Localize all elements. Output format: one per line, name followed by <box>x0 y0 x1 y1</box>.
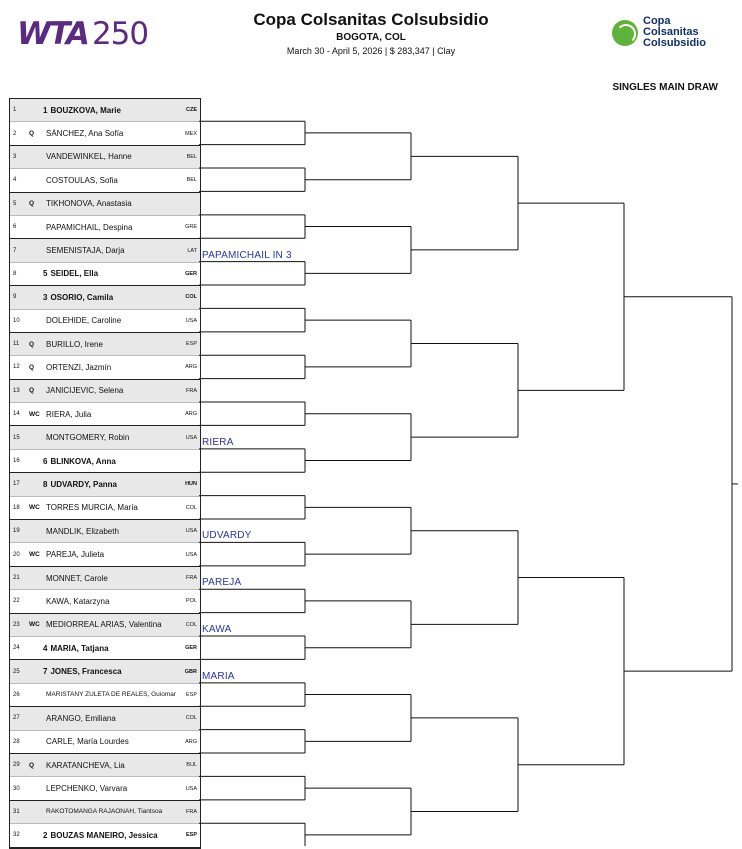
draw-position: 3 <box>13 153 17 160</box>
player-country: USA <box>185 551 197 558</box>
draw-position: 27 <box>13 715 20 722</box>
player-name: ARANGO, Emiliana <box>46 713 116 723</box>
draw-position: 26 <box>13 691 20 698</box>
player-country: COL <box>185 294 197 301</box>
player-country: POL <box>185 598 197 605</box>
seed-number: 2 <box>43 830 48 840</box>
player-country: FRA <box>186 808 197 815</box>
copa-logo-line-1: Copa <box>643 15 671 27</box>
player-name: MARIA, Tatjana <box>50 643 109 653</box>
draw-position: 32 <box>13 832 20 839</box>
draw-position: 4 <box>13 177 17 184</box>
draw-position: 21 <box>13 575 20 581</box>
draw-position: 29 <box>13 762 20 769</box>
draw-position: 28 <box>13 738 20 745</box>
player-name: SEIDEL, Ella <box>50 269 99 279</box>
player-name: JONES, Francesca <box>50 667 122 677</box>
player-name: KARATANCHEVA, Lia <box>46 760 125 770</box>
round1-winner-label: PAREJA <box>202 577 242 589</box>
player-country: CZE <box>186 107 197 114</box>
seed-number: 5 <box>43 269 48 279</box>
entry-status: WC <box>29 551 40 559</box>
player-name: BOUZKOVA, Marie <box>50 105 121 115</box>
entry-status: Q <box>29 200 35 208</box>
copa-logo-line-3: Colsubsidio <box>643 37 706 49</box>
player-name: MONTGOMERY, Robin <box>46 433 130 443</box>
player-country: COL <box>185 621 197 628</box>
player-name: DOLEHIDE, Caroline <box>46 316 122 326</box>
draw-position: 6 <box>13 224 17 231</box>
player-country: ARG <box>185 364 197 371</box>
player-name: BOUZAS MANEIRO, Jessica <box>50 830 158 840</box>
round1-winner-label: RIERA <box>202 436 234 448</box>
player-name: MANDLIK, Elizabeth <box>46 526 119 536</box>
entry-status: Q <box>29 387 35 395</box>
player-country: ESP <box>185 691 197 698</box>
player-name: RIERA, Julia <box>46 409 92 419</box>
draw-label: SINGLES MAIN DRAW <box>612 82 718 93</box>
draw-position: 30 <box>13 785 20 792</box>
player-country: USA <box>185 528 197 535</box>
player-country: ESP <box>185 341 197 348</box>
draw-position: 12 <box>13 364 20 371</box>
player-country: BEL <box>186 153 197 160</box>
player-name: ORTENZI, Jazmín <box>46 362 112 372</box>
player-country: FRA <box>186 387 197 394</box>
player-name: CARLE, María Lourdes <box>46 737 129 747</box>
tournament-info: March 30 - April 5, 2026 | $ 283,347 | Clay <box>286 46 456 56</box>
player-country: GER <box>185 645 197 652</box>
draw-position: 22 <box>13 598 20 605</box>
player-name: VANDEWINKEL, Hanne <box>46 152 132 162</box>
player-country: ARG <box>185 738 197 745</box>
player-name: SÁNCHEZ, Ana Sofía <box>46 129 124 139</box>
entry-status: Q <box>29 363 35 371</box>
player-name: LEPCHENKO, Varvara <box>46 784 128 794</box>
entry-status: Q <box>29 761 35 769</box>
draw-position: 14 <box>13 411 20 418</box>
seed-number: 3 <box>43 292 48 302</box>
player-country: FRA <box>186 575 197 581</box>
draw-position: 31 <box>13 808 20 815</box>
seed-number: 8 <box>43 479 48 489</box>
player-name: PAPAMICHAIL, Despina <box>46 222 133 232</box>
player-country: USA <box>185 434 197 441</box>
player-name: OSORIO, Camila <box>50 292 114 302</box>
draw-position: 20 <box>13 551 20 558</box>
tournament-location: BOGOTA, COL <box>336 32 406 43</box>
draw-position: 11 <box>13 341 20 348</box>
draw-position: 25 <box>13 668 20 675</box>
player-name: COSTOULAS, Sofia <box>46 175 118 185</box>
round1-winner-label: PAPAMICHAIL IN 3 <box>202 249 292 261</box>
player-country: GBR <box>184 668 197 675</box>
draw-position: 13 <box>13 387 20 394</box>
player-country: ESP <box>185 832 197 839</box>
draw-position: 18 <box>13 504 20 511</box>
player-country: GRE <box>185 224 197 231</box>
player-name: MEDIORREAL ARIAS, Valentina <box>46 620 162 630</box>
player-country: BUL <box>186 762 197 769</box>
player-name: BURILLO, Irene <box>46 339 103 349</box>
player-country: USA <box>185 785 197 792</box>
player-name: TIKHONOVA, Anastasia <box>46 199 132 209</box>
draw-position: 2 <box>13 130 17 137</box>
copa-logo-line-2: Colsanitas <box>643 26 699 38</box>
player-name: KAWA, Katarzyna <box>46 596 110 606</box>
wta-logo-text: WTA <box>17 16 88 52</box>
player-country: USA <box>185 317 197 324</box>
player-country: ARG <box>185 411 197 418</box>
entry-status: Q <box>29 340 35 348</box>
draw-position: 15 <box>13 434 20 441</box>
player-country: COL <box>185 504 197 511</box>
draw-position: 10 <box>13 317 20 324</box>
round1-winner-label: MARIA <box>202 670 235 682</box>
draw-position: 9 <box>13 294 17 301</box>
player-country: GER <box>185 270 197 277</box>
seed-number: 4 <box>43 643 48 653</box>
entry-status: Q <box>29 130 35 138</box>
player-country: LAT <box>187 247 197 254</box>
draw-position: 1 <box>13 107 17 114</box>
draw-position: 17 <box>13 481 20 488</box>
draw-position: 5 <box>13 200 17 207</box>
round1-winner-label: KAWA <box>202 624 232 636</box>
draw-position: 19 <box>13 528 20 535</box>
player-name: TORRES MURCIA, María <box>46 503 138 513</box>
entry-status: WC <box>29 621 40 629</box>
player-name: SEMENISTAJA, Darja <box>46 246 125 256</box>
player-name: MARISTANY ZULETA DE REALES, Guiomar <box>46 691 177 699</box>
tournament-title: Copa Colsanitas Colsubsidio <box>253 10 489 29</box>
player-country: BEL <box>186 177 197 184</box>
seed-number: 1 <box>43 105 48 115</box>
player-country: COL <box>185 715 197 722</box>
entry-status: WC <box>29 410 40 418</box>
player-country: HUN <box>185 481 197 488</box>
draw-position: 24 <box>13 645 20 652</box>
seed-number: 6 <box>43 456 48 466</box>
player-name: RAKOTOMANGA RAJAONAH, Tiantsoa <box>46 808 163 816</box>
player-name: UDVARDY, Panna <box>50 479 117 489</box>
wta-logo-tier: 250 <box>91 16 149 52</box>
player-name: MONNET, Carole <box>46 573 108 583</box>
entry-status: WC <box>29 504 40 512</box>
player-name: JANICIJEVIC, Selena <box>46 386 124 396</box>
round1-winner-label: UDVARDY <box>202 530 252 542</box>
player-name: BLINKOVA, Anna <box>50 456 116 466</box>
draw-position: 8 <box>13 270 17 277</box>
draw-position: 23 <box>13 621 20 628</box>
player-country: MEX <box>185 130 197 137</box>
draw-position: 16 <box>13 458 20 465</box>
draw-position: 7 <box>13 247 17 254</box>
player-name: PAREJA, Julieta <box>46 550 105 560</box>
seed-number: 7 <box>43 667 48 677</box>
